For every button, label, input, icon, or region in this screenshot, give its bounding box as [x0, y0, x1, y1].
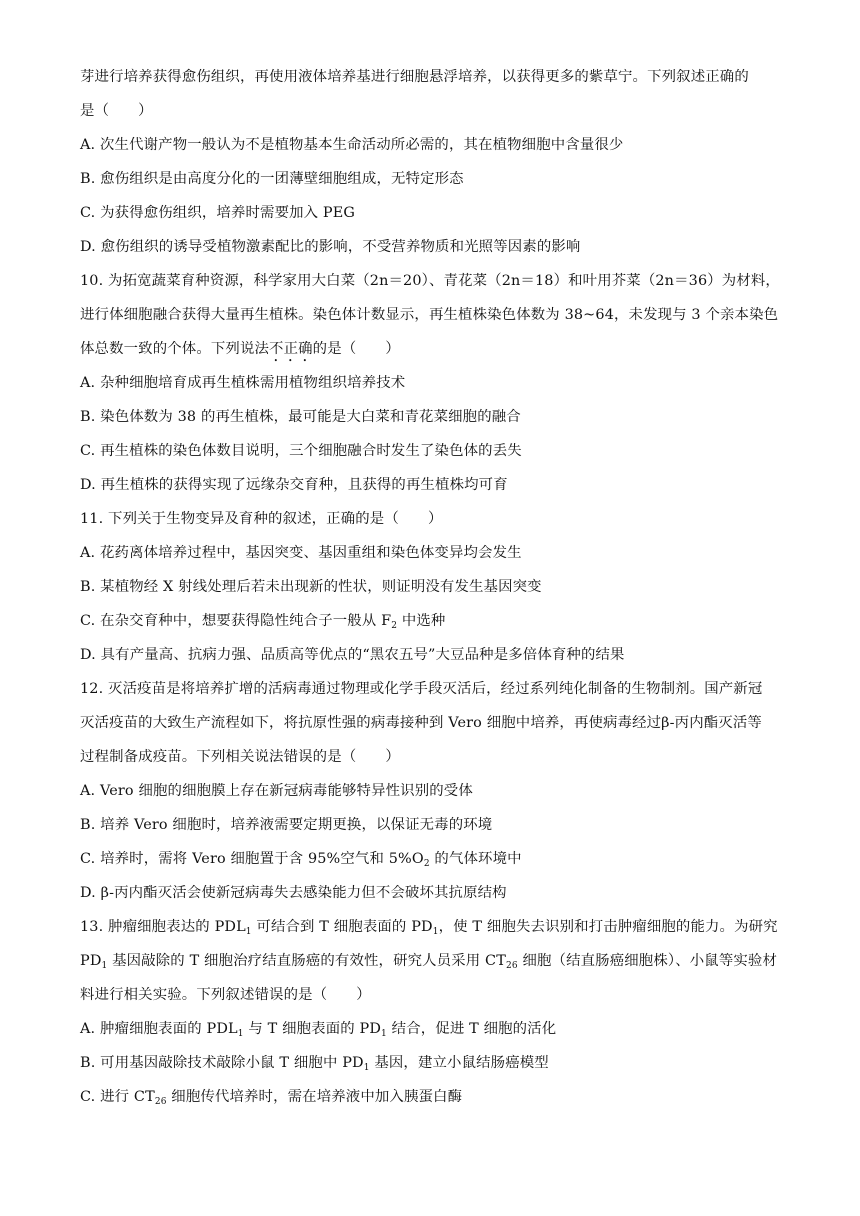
q13-text: 13. 肿瘤细胞表达的 PDL	[80, 919, 246, 935]
subscript: 26	[154, 1097, 167, 1107]
q12-option-c-text: 的气体环境中	[429, 851, 522, 867]
q12-option-d: D. β-丙内酯灭活会使新冠病毒失去感染能力但不会破坏其抗原结构	[80, 885, 507, 901]
q13-text: A. 肿瘤细胞表面的 PDL	[80, 1021, 238, 1037]
q11-stem: 11. 下列关于生物变异及育种的叙述，正确的是（ ）	[80, 511, 443, 527]
q13-stem-line	[80, 952, 790, 970]
subscript: 2	[391, 621, 398, 631]
q11-option-a: A. 花药离体培养过程中，基因突变、基因重组和染色体变异均会发生	[80, 545, 522, 561]
subscript: 2	[423, 859, 430, 869]
q10-stem-line	[80, 340, 790, 358]
q12-option-c-text: C. 培养时，需将 Vero 细胞置于含 95%空气和 5%O	[80, 851, 424, 867]
q13-text: 基因，建立小鼠结肠癌模型	[369, 1055, 549, 1071]
q11-option-b: B. 某植物经 X 射线处理后若未出现新的性状，则证明没有发生基因突变	[80, 579, 542, 595]
q10-option-c: C. 再生植株的染色体数目说明，三个细胞融合时发生了染色体的丢失	[80, 443, 522, 459]
q11-option-c-text: 中选种	[397, 613, 446, 629]
q13-text: 细胞（结直肠癌细胞株）、小鼠等实验材	[517, 953, 777, 969]
subscript: 1	[432, 927, 439, 937]
q13-text: 可结合到 T 细胞表面的 PD	[251, 919, 433, 935]
subscript: 1	[237, 1029, 244, 1039]
q13-text: C. 进行 CT	[80, 1089, 155, 1105]
q12-stem-line: 灭活疫苗的大致生产流程如下，将抗原性强的病毒接种到 Vero 细胞中培养，再使病毒经过β-丙内酯灭活等	[80, 715, 762, 731]
q11-option-c-text: C. 在杂交育种中，想要获得隐性纯合子一般从 F	[80, 613, 392, 629]
q13-text: B. 可用基因敲除技术敲除小鼠 T 细胞中 PD	[80, 1055, 364, 1071]
q10-option-b: B. 染色体数为 38 的再生植株，最可能是大白菜和青花菜细胞的融合	[80, 409, 521, 425]
q9-stem-line: 芽进行培养获得愈伤组织，再使用液体培养基进行细胞悬浮培养，以获得更多的紫草宁。下列叙述正确的	[80, 69, 749, 85]
q13-text: ，使 T 细胞失去识别和打击肿瘤细胞的能力。为研究	[438, 919, 778, 935]
q13-text: 结合，促进 T 细胞的活化	[386, 1021, 557, 1037]
q10-stem-text: 体总数一致的个体。下列说法	[80, 341, 270, 357]
q13-text: PD	[80, 953, 102, 969]
q9-option-a: A. 次生代谢产物一般认为不是植物基本生命活动所必需的，其在植物细胞中含量很少	[80, 137, 624, 153]
q11-option-d: D. 具有产量高、抗病力强、品质高等优点的“黑农五号”大豆品种是多倍体育种的结果	[80, 647, 625, 663]
exam-page	[80, 68, 790, 1122]
q12-option-c	[80, 850, 790, 868]
q9-option-d: D. 愈伤组织的诱导受植物激素配比的影响，不受营养物质和光照等因素的影响	[80, 239, 581, 255]
q13-text: 基因敲除的 T 细胞治疗结直肠癌的有效性，研究人员采用 CT	[107, 953, 506, 969]
subscript: 26	[505, 961, 518, 971]
subscript: 1	[245, 927, 252, 937]
q13-text: 与 T 细胞表面的 PD	[243, 1021, 382, 1037]
subscript: 1	[101, 961, 108, 971]
q10-option-d: D. 再生植株的获得实现了远缘杂交育种，且获得的再生植株均可育	[80, 477, 508, 493]
q10-stem-line: 10. 为拓宽蔬菜育种资源，科学家用大白菜（2n＝20）、青花菜（2n＝18）和叶用芥菜（2n＝36）为材料，	[80, 273, 780, 289]
q12-stem-line: 过程制备成疫苗。下列相关说法错误的是（ ）	[80, 749, 400, 765]
subscript: 1	[363, 1063, 370, 1073]
q13-stem-line: 料进行相关实验。下列叙述错误的是（ ）	[80, 987, 371, 1003]
q10-stem-line: 进行体细胞融合获得大量再生植株。染色体计数显示，再生植株染色体数为 38~64，未发现与 3 个亲本染色	[80, 307, 779, 323]
q10-option-a: A. 杂种细胞培育成再生植株需用植物组织培养技术	[80, 375, 406, 391]
q13-option-b	[80, 1054, 790, 1072]
q12-stem-line: 12. 灭活疫苗是将培养扩增的活病毒通过物理或化学手段灭活后，经过系列纯化制备的生物制剂。国产新冠	[80, 681, 763, 697]
q11-option-c	[80, 612, 790, 630]
q12-option-a: A. Vero 细胞的细胞膜上存在新冠病毒能够特异性识别的受体	[80, 783, 473, 799]
q13-option-a	[80, 1020, 790, 1038]
q13-text: 细胞传代培养时，需在培养液中加入胰蛋白酶	[166, 1089, 463, 1105]
q9-option-c: C. 为获得愈伤组织，培养时需要加入 PEG	[80, 205, 356, 221]
q10-stem-text: 的是（ ）	[312, 341, 400, 357]
q10-emphasis-text: 不正确	[269, 341, 313, 357]
q12-option-b: B. 培养 Vero 细胞时，培养液需要定期更换，以保证无毒的环境	[80, 817, 493, 833]
subscript: 1	[381, 1029, 387, 1039]
q13-option-c	[80, 1088, 790, 1106]
q13-stem-line	[80, 918, 790, 936]
q9-option-b: B. 愈伤组织是由高度分化的一团薄壁细胞组成，无特定形态	[80, 171, 464, 187]
q9-stem-line: 是（ ）	[80, 103, 153, 119]
